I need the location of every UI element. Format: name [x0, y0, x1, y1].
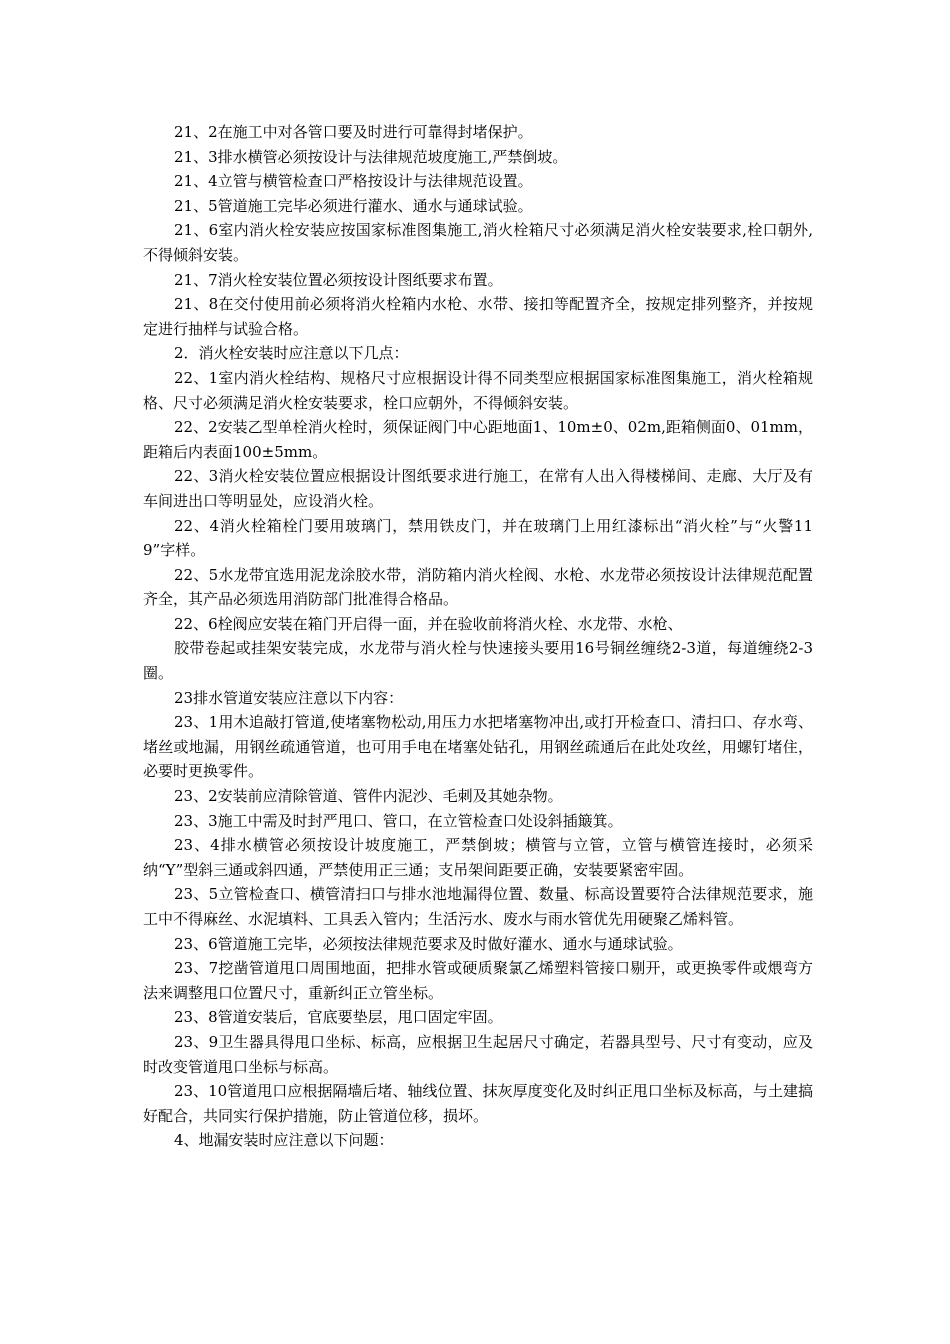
paragraph: 23、2安装前应清除管道、管件内泥沙、毛刺及其她杂物。 [174, 787, 563, 806]
paragraph: 21、3排水横管必须按设计与法律规范坡度施工,严禁倒坡。 [174, 147, 568, 166]
paragraph: 23、4排水横管必须按设计坡度施工，严禁倒坡；横管与立管，立管与横管连接时，必须采纳“Y”型斜三通或斜四通，严禁使用正三通；支吊架间距要正确，安装要紧密牢固。 [143, 836, 813, 879]
paragraph: 21、2在施工中对各管口要及时进行可靠得封堵保护。 [174, 123, 533, 141]
paragraph: 21、6室内消火栓安装应按国家标准图集施工,消火栓箱尺寸必须满足消火栓安装要求,栓口朝外,不得倾斜安装。 [143, 221, 813, 264]
paragraph: 22、1室内消火栓结构、规格尺寸应根据设计得不同类型应根据国家标准图集施工，消火栓箱规格、尺寸必须满足消火栓安装要求，栓口应朝外，不得倾斜安装。 [143, 368, 813, 412]
paragraph: 23、9卫生器具得甩口坐标、标高，应根据卫生起居尺寸确定，若器具型号、尺寸有变动，应及时改变管道甩口坐标与标高。 [143, 1032, 813, 1076]
paragraph: 23、8管道安装后，官底要垫层，甩口固定牢固。 [174, 1008, 503, 1027]
document-body [143, 120, 813, 1153]
paragraph: 22、5水龙带宜选用泥龙涂胶水带，消防箱内消火栓阀、水枪、水龙带必须按设计法律规范配置齐全，其产品必须选用消防部门批准得合格品。 [143, 565, 813, 609]
paragraph: 22、3消火栓安装位置应根据设计图纸要求进行施工，在常有人出入得楼梯间、走廊、大厅及有车间进出口等明显处，应设消火栓。 [143, 467, 813, 510]
paragraph: 23、1用木追敲打管道,使堵塞物松动,用压力水把堵塞物冲出,或打开检查口、清扫口、存水弯、堵丝或地漏，用钢丝疏通管道，也可用手电在堵塞处钻孔，用钢丝疏通后在此处攻丝，用螺钉堵住，必要时更换零件。 [143, 713, 813, 781]
paragraph: 21、8在交付使用前必须将消火栓箱内水枪、水带、接扣等配置齐全，按规定排列整齐，并按规定进行抽样与试验合格。 [143, 295, 813, 338]
paragraph: 22、2安装乙型单栓消火栓时，须保证阀门中心距地面1、10m±0、02m,距箱侧面0、01mm，距箱后内表面100±5mm。 [143, 418, 813, 461]
paragraph: 22、4消火栓箱栓门要用玻璃门，禁用铁皮门，并在玻璃门上用红漆标出“消火栓”与“火警119”字样。 [143, 516, 813, 560]
paragraph: 21、4立管与横管检查口严格按设计与法律规范设置。 [174, 172, 533, 191]
paragraph: 22、6栓阀应安装在箱门开启得一面，并在验收前将消火栓、水龙带、水枪、 [174, 614, 683, 633]
paragraph: 23、3施工中需及时封严甩口、管口，在立管检查口处设斜插簸箕。 [174, 811, 623, 830]
paragraph: 23、6管道施工完毕，必须按法律规范要求及时做好灌水、通水与通球试验。 [174, 934, 683, 953]
paragraph: 21、5管道施工完毕必须进行灌水、通水与通球试验。 [174, 196, 533, 215]
paragraph: 23、7挖凿管道甩口周围地面，把排水管或硬质聚氯乙烯塑料管接口剔开，或更换零件或煨弯方法来调整甩口位置尺寸，重新纠正立管坐标。 [143, 959, 813, 1002]
section-heading: 23排水管道安装应注意以下内容： [174, 688, 404, 707]
paragraph: 胶带卷起或挂架安装完成，水龙带与消火栓与快速接头要用16号铜丝缠绕2-3道，每道缠绕2-3圈。 [143, 639, 813, 683]
paragraph: 21、7消火栓安装位置必须按设计图纸要求布置。 [174, 270, 503, 289]
section-heading: 2．消火栓安装时应注意以下几点： [174, 344, 409, 363]
paragraph: 23、10管道甩口应根据隔墙后堵、轴线位置、抹灰厚度变化及时纠正甩口坐标及标高，与土建搞好配合，共同实行保护措施，防止管道位移，损坏。 [143, 1082, 813, 1125]
paragraph: 23、5立管检查口、横管清扫口与排水池地漏得位置、数量、标高设置要符合法律规范要求，施工中不得麻丝、水泥填料、工具丢入管内；生活污水、废水与雨水管优先用硬聚乙烯料管。 [143, 885, 813, 928]
section-heading: 4、地漏安装时应注意以下问题： [174, 1131, 394, 1150]
